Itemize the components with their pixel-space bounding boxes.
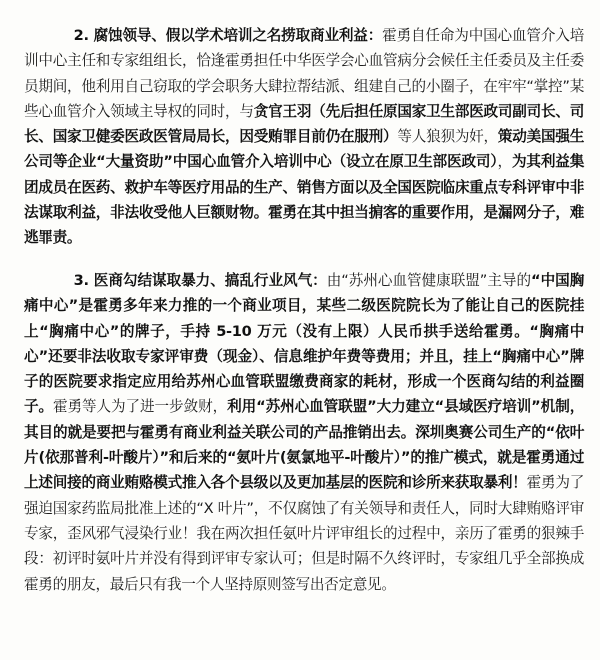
text-segment: 由“苏州心血管健康联盟”主导的 xyxy=(326,272,532,289)
text-segment-bold: 利用“苏州心血管联盟”大力建立“县域医疗培训”机制，其目的就是要把与霍勇有商业利益关联公司的产品推销出去。深圳奥赛公司生产的“依叶片(依那普利-叶酸片）”和后来的“氨叶片(氨氯地平-叶酸片）”的推广模式，就是霍勇通过上述间接的商业贿赂模式推入各个县级以及更加基层的医院和诊所来获取暴利！ xyxy=(24,398,584,492)
text-segment: 霍勇自任命为中国心血管介入培训中心主任和专家组组长，恰逢霍勇担任中华医学会心血管病分会候任主任委员及主任委员期间，他利用自己窃取的学会职务大肆拉帮结派、组建自己的小圈子，在牢牢“掌控”某些心血管介入领域主导权的同时，与 xyxy=(24,27,585,120)
text-segment: 等人狼狈为奸， xyxy=(397,128,498,146)
text-segment: ， xyxy=(497,153,512,171)
text-segment-bold: 策动美国强生公司等企业“大量资助”中国心血管介入培训中心（设立在原卫生部医政司） xyxy=(24,128,585,171)
paragraph-section-2 xyxy=(24,23,584,251)
text-segment: 霍勇为了强迫国家药监局批准上述的“X 叶片”，不仅腐蚀了有关领导和责任人，同时大肆贿赂评审专家，歪风邪气浸染行业！我在两次担任氨叶片评审组长的过程中，亲历了霍勇的狠辣手段：初评时氨叶片并没有得到评审专家认可；但是时隔不久终评时，专家组几乎全部换成霍勇的朋友，最后只有我一个人坚持原则签写出否定意见。 xyxy=(24,474,584,593)
text-segment: 霍勇等人为了进一步敛财， xyxy=(53,398,228,416)
text-segment-bold: 贪官王羽（先后担任原国家卫生部医政司副司长、司长、国家卫健委医政医管局局长，因受贿罪目前仍在服刑） xyxy=(24,102,585,146)
section-2-heading: 2. 腐蚀领导、假以学术培训之名捞取商业利益： xyxy=(73,27,383,44)
text-segment-bold: “中国胸痛中心”是霍勇多年来力推的一个商业项目，某些二级医院院长为了能让自己的医院挂上“胸痛中心”的牌子，手持 5-10 万元（没有上限）人民币拱手送给霍勇。“胸痛中心”还要非法收取专家评审费（现金）、信息维护年费等费用；并且，挂上“胸痛中心”牌子的医院要求指定应用给苏州心血管联盟缴费商家的耗材，形成一个医商勾结的利益圈子。 xyxy=(24,272,584,416)
text-segment-bold: 为其利益集团成员在医药、救护车等医疗用品的生产、销售方面以及全国医院临床重点专科评审中非法谋取利益，非法收受他人巨额财物。霍勇在其中担当掮客的重要作用，是漏网分子，难逃罪责。 xyxy=(24,153,584,247)
section-3-heading: 3. 医商勾结谋取暴力、搞乱行业风气： xyxy=(73,272,327,289)
paragraph-section-3 xyxy=(24,268,584,597)
